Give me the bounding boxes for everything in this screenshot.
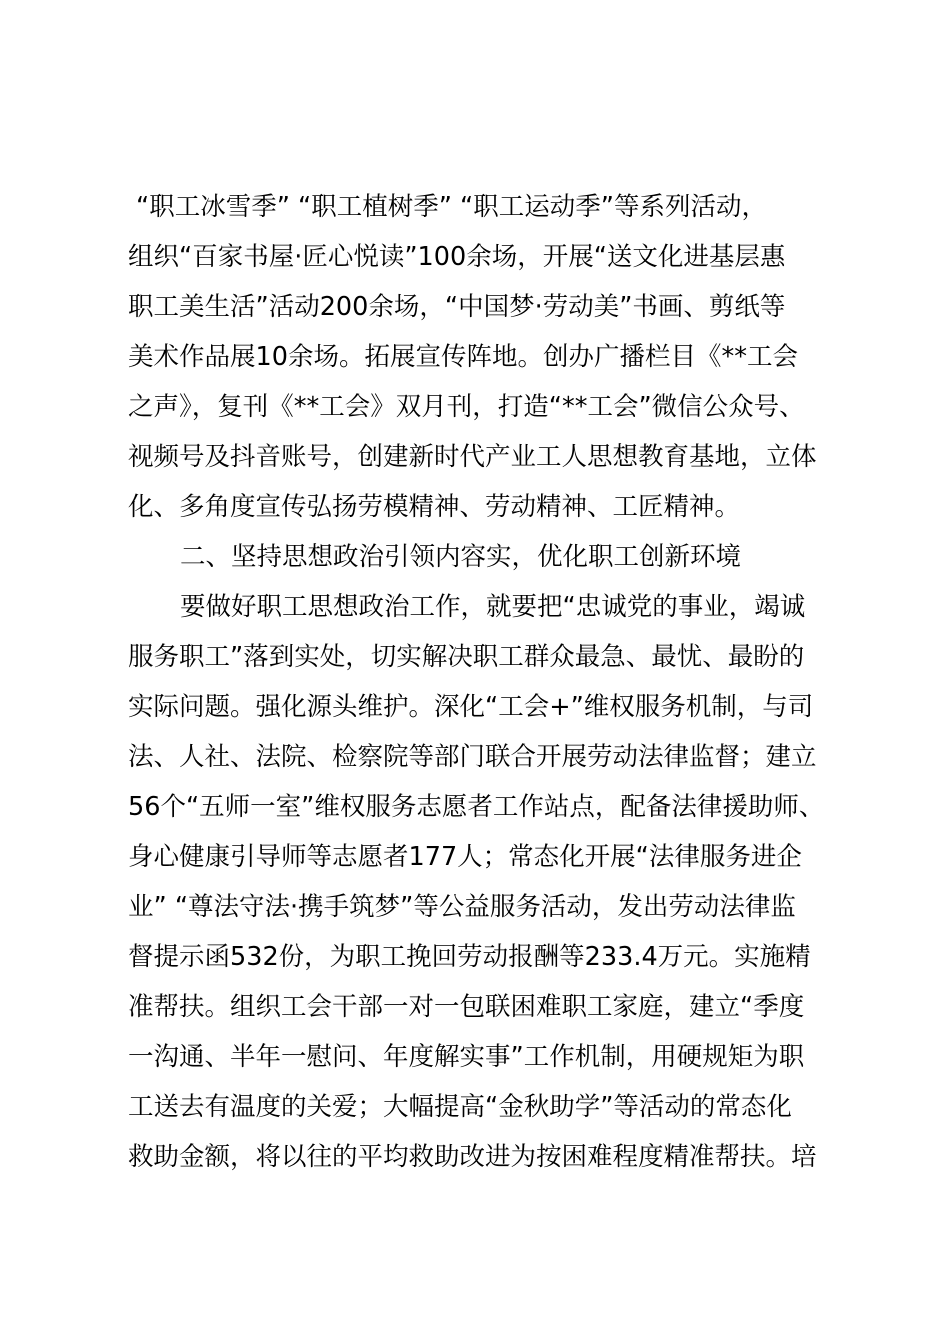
paragraph-line-13: 56个“五师一室”维权服务志愿者工作站点，配备法律援助师、	[128, 792, 825, 822]
section-heading: 二、坚持思想政治引领内容实，优化职工创新环境	[180, 542, 742, 572]
paragraph-line-4: 美术作品展10余场。拓展宣传阵地。创办广播栏目《**工会	[128, 342, 798, 372]
paragraph-line-15: 业” “尊法守法·携手筑梦”等公益服务活动，发出劳动法律监	[128, 892, 796, 922]
paragraph-line-6: 视频号及抖音账号，创建新时代产业工人思想教育基地，立体	[128, 442, 817, 472]
paragraph-line-5: 之声》，复刊《**工会》双月刊，打造“**工会”微信公众号、	[128, 392, 805, 422]
paragraph-line-19: 工送去有温度的关爱；大幅提高“金秋助学”等活动的常态化	[128, 1092, 792, 1122]
paragraph-line-10: 服务职工”落到实处，切实解决职工群众最急、最忧、最盼的	[128, 642, 805, 672]
paragraph-line-9: 要做好职工思想政治工作，就要把“忠诚党的事业，竭诚	[180, 592, 806, 622]
paragraph-line-2: 组织“百家书屋·匠心悦读”100余场，开展“送文化进基层惠	[128, 242, 786, 272]
paragraph-line-16: 督提示函532份，为职工挽回劳动报酬等233.4万元。实施精	[128, 942, 811, 972]
paragraph-line-17: 准帮扶。组织工会干部一对一包联困难职工家庭，建立“季度	[128, 992, 805, 1022]
paragraph-line-12: 法、人社、法院、检察院等部门联合开展劳动法律监督；建立	[128, 742, 817, 772]
paragraph-line-20: 救助金额，将以往的平均救助改进为按困难程度精准帮扶。培	[128, 1142, 817, 1172]
paragraph-line-14: 身心健康引导师等志愿者177人；常态化开展“法律服务进企	[128, 842, 802, 872]
paragraph-line-11: 实际问题。强化源头维护。深化“工会+”维权服务机制，与司	[128, 692, 814, 722]
paragraph-line-7: 化、多角度宣传弘扬劳模精神、劳动精神、工匠精神。	[128, 492, 741, 522]
paragraph-line-3: 职工美生活”活动200余场，“中国梦·劳动美”书画、剪纸等	[128, 292, 786, 322]
paragraph-line-1: “职工冰雪季” “职工植树季” “职工运动季”等系列活动，	[136, 192, 767, 222]
paragraph-line-18: 一沟通、半年一慰问、年度解实事”工作机制，用硬规矩为职	[128, 1042, 805, 1072]
